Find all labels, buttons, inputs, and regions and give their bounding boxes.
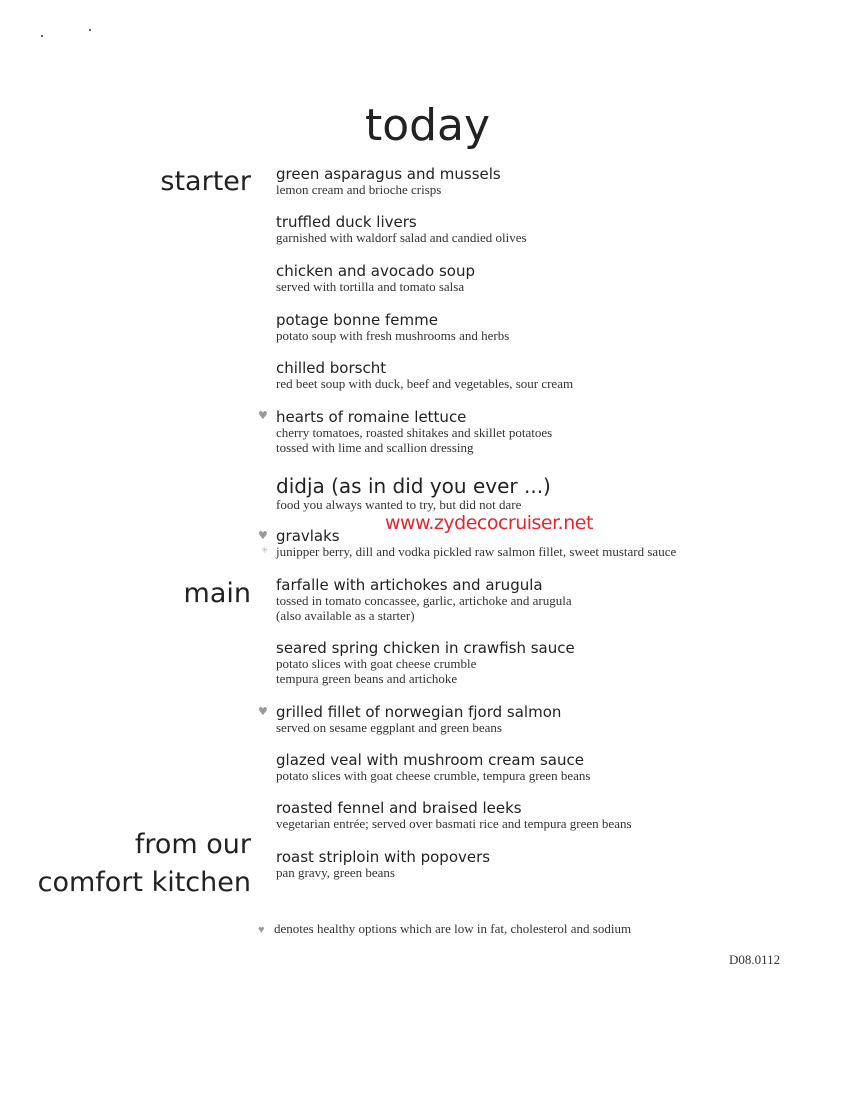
item-name: chilled borscht — [276, 359, 387, 377]
menu-item — [276, 263, 475, 294]
item-name: roast striploin with popovers — [276, 848, 491, 866]
item-name: truffled duck livers — [276, 213, 417, 231]
item-desc: (also available as a starter) — [276, 608, 415, 623]
menu-item — [276, 409, 552, 455]
watermark: www.zydecocruiser.net — [385, 512, 593, 534]
item-desc: pan gravy, green beans — [276, 865, 395, 880]
item-desc: vegetarian entrée; served over basmati rice and tempura green beans — [276, 816, 632, 831]
item-name: hearts of romaine lettuce — [276, 408, 467, 426]
menu-title: today — [364, 100, 491, 151]
item-desc: served on sesame eggplant and green beans — [276, 720, 502, 735]
section-main: main — [183, 578, 251, 609]
heart-icon: ♥ — [258, 924, 265, 936]
menu-item — [276, 475, 551, 512]
section-comfort-line2: comfort kitchen — [37, 867, 251, 898]
menu-code: D08.0112 — [729, 952, 781, 967]
item-name: gravlaks — [276, 527, 340, 545]
snowflake-icon: ✳ — [261, 546, 269, 556]
item-name: farfalle with artichokes and arugula — [276, 576, 543, 594]
item-desc: garnished with waldorf salad and candied olives — [276, 230, 527, 245]
footnote-text: denotes healthy options which are low in fat, cholesterol and sodium — [274, 921, 632, 936]
item-desc: served with tortilla and tomato salsa — [276, 279, 465, 294]
item-name: didja (as in did you ever ...) — [276, 474, 551, 498]
item-name: roasted fennel and braised leeks — [276, 799, 522, 817]
menu-item — [276, 577, 572, 623]
item-name: glazed veal with mushroom cream sauce — [276, 751, 584, 769]
section-comfort-line1: from our — [134, 829, 251, 860]
item-name: chicken and avocado soup — [276, 262, 475, 280]
item-desc: tossed with lime and scallion dressing — [276, 440, 474, 455]
item-desc: potato slices with goat cheese crumble — [276, 656, 477, 671]
menu-item — [276, 752, 590, 783]
item-desc: tossed in tomato concassee, garlic, artichoke and arugula — [276, 593, 572, 608]
item-desc: cherry tomatoes, roasted shitakes and skillet potatoes — [276, 425, 553, 440]
heart-icon: ♥ — [258, 409, 268, 422]
heart-icon: ♥ — [258, 529, 268, 542]
item-name: potage bonne femme — [276, 311, 438, 329]
item-desc: junipper berry, dill and vodka pickled raw salmon fillet, sweet mustard sauce — [276, 544, 677, 559]
item-name: grilled fillet of norwegian fjord salmon — [276, 703, 562, 721]
item-name: green asparagus and mussels — [276, 165, 501, 183]
menu-item — [276, 704, 561, 735]
menu-item — [276, 312, 509, 343]
item-desc: potato slices with goat cheese crumble, tempura green beans — [276, 768, 591, 783]
item-desc: food you always wanted to try, but did not dare — [276, 497, 522, 512]
item-name: seared spring chicken in crawfish sauce — [276, 639, 575, 657]
menu-item — [276, 360, 573, 391]
section-starter: starter — [160, 166, 251, 197]
menu-item — [276, 214, 527, 245]
healthy-footnote — [258, 921, 631, 937]
heart-icon: ♥ — [258, 705, 268, 718]
item-desc: lemon cream and brioche crisps — [276, 182, 442, 197]
menu-item — [276, 640, 575, 686]
item-desc: tempura green beans and artichoke — [276, 671, 458, 686]
menu-item — [276, 849, 490, 880]
item-desc: red beet soup with duck, beef and vegetables, sour cream — [276, 376, 574, 391]
menu-item — [276, 800, 632, 831]
item-desc: potato soup with fresh mushrooms and herbs — [276, 328, 510, 343]
menu-item — [276, 166, 501, 197]
